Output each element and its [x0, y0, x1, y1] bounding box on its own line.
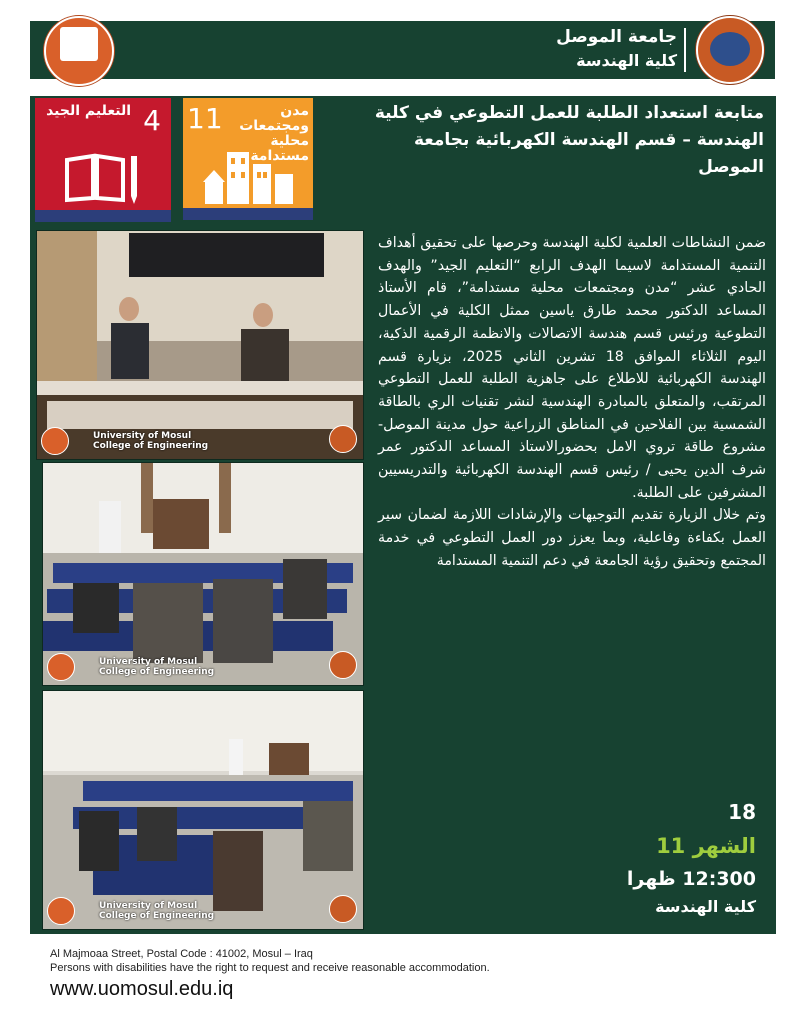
- photo-lecture-hall: [42, 462, 364, 686]
- event-time: 12:300 ظهرا: [626, 868, 756, 890]
- college-name: كلية الهندسة: [576, 51, 677, 70]
- college-logo-badge: [47, 653, 75, 681]
- article-paragraph-1: ضمن النشاطات العلمية لكلية الهندسة وحرصها على تحقيق أهداف التنمية المستدامة لاسيما الهدف الرابع “التعليم الجيد” والهدف الحادي عشر “مدن ومجتمعات محلية مستدامة”، قام الأستاذ المساعد الدكتور محمد طارق ياسين ممثل الكلية في الأعمال التطوعية ورئيس قسم هندسة الاتصالات والانظمة الرقمية الذكية، اليوم الثلاثاء الموافق 18 تشرين الثاني 2025، بزيارة قسم الهندسة الكهربائية للاطلاع على جاهزية الطلبة للعمل التطوعي المرتقب، والمتعلق بالمبادرة الهندسية لنشر تقنيات الري بالطاقة الشمسية بين الفلاحين في المناطق الزراعية حول مدينة الموصل- مشروع طاقة تروي الامل بحضورالاستاذ المساعد الدكتور عمر شرف الدين يحيى / رئيس قسم الهندسة الكهربائية والتدريسيين المشرفين على الطلبة.: [378, 235, 767, 501]
- caption-line-1: University of Mosul: [99, 657, 198, 667]
- photo-caption: [93, 431, 208, 451]
- sdg-4-label: التعليم الجيد: [46, 103, 131, 119]
- photo-meeting-scene: [37, 231, 363, 459]
- article-paragraph-2: وتم خلال الزيارة تقديم التوجيهات والإرشادات اللازمة لضمان سير العمل بكفاءة وفاعلية، وبما يعزز دور العمل التطوعي في خدمة المجتمع وتحقيق رؤية الجامعة في دعم التنمية المستدامة: [378, 507, 766, 569]
- book-pencil-icon: [63, 152, 143, 204]
- university-seal: [696, 16, 764, 84]
- photo-students-scene: [43, 691, 363, 929]
- event-month: الشهر 11: [656, 834, 756, 858]
- university-seal-badge: [329, 651, 357, 679]
- photo-caption: [99, 657, 214, 677]
- photo-caption: [99, 901, 214, 921]
- article-title: متابعة استعداد الطلبة للعمل التطوعي في كلية الهندسة – قسم الهندسة الكهربائية بجامعة الموصل: [374, 103, 764, 177]
- sdg-4-number: 4: [143, 104, 161, 137]
- footer-website-link[interactable]: www.uomosul.edu.iq: [50, 978, 234, 1000]
- city-buildings-icon: [201, 144, 297, 206]
- university-seal-badge: [329, 425, 357, 453]
- caption-line-2: College of Engineering: [99, 667, 215, 677]
- photo-meeting: [36, 230, 364, 460]
- sdg-11-footer-bar: [183, 208, 313, 220]
- college-logo: [44, 16, 114, 86]
- college-logo-badge: [47, 897, 75, 925]
- university-seal-badge: [329, 895, 357, 923]
- caption-line-1: University of Mosul: [93, 431, 192, 441]
- sdg-4-footer-bar: [35, 210, 171, 222]
- footer-address: Al Majmoaa Street, Postal Code : 41002, Mosul – Iraq: [50, 948, 313, 960]
- caption-line-2: College of Engineering: [99, 911, 215, 921]
- sdg-11-number: 11: [187, 102, 223, 135]
- sdg-4-tile: [35, 98, 171, 222]
- college-logo-badge: [41, 427, 69, 455]
- event-day: 18: [728, 800, 756, 824]
- photo-lecture-hall-scene: [43, 463, 363, 685]
- caption-line-2: College of Engineering: [93, 441, 209, 451]
- footer-accessibility-note: Persons with disabilities have the right to request and receive reasonable accommodation.: [50, 962, 490, 974]
- sdg-11-label: مدن ومجتمعات محلية مستدامة: [239, 103, 309, 164]
- header-divider: [684, 28, 686, 72]
- event-place: كلية الهندسة: [655, 897, 756, 916]
- photo-students: [42, 690, 364, 930]
- sdg-11-tile: [183, 98, 313, 220]
- article-body: [378, 232, 766, 573]
- caption-line-1: University of Mosul: [99, 901, 198, 911]
- university-name: جامعة الموصل: [556, 27, 677, 47]
